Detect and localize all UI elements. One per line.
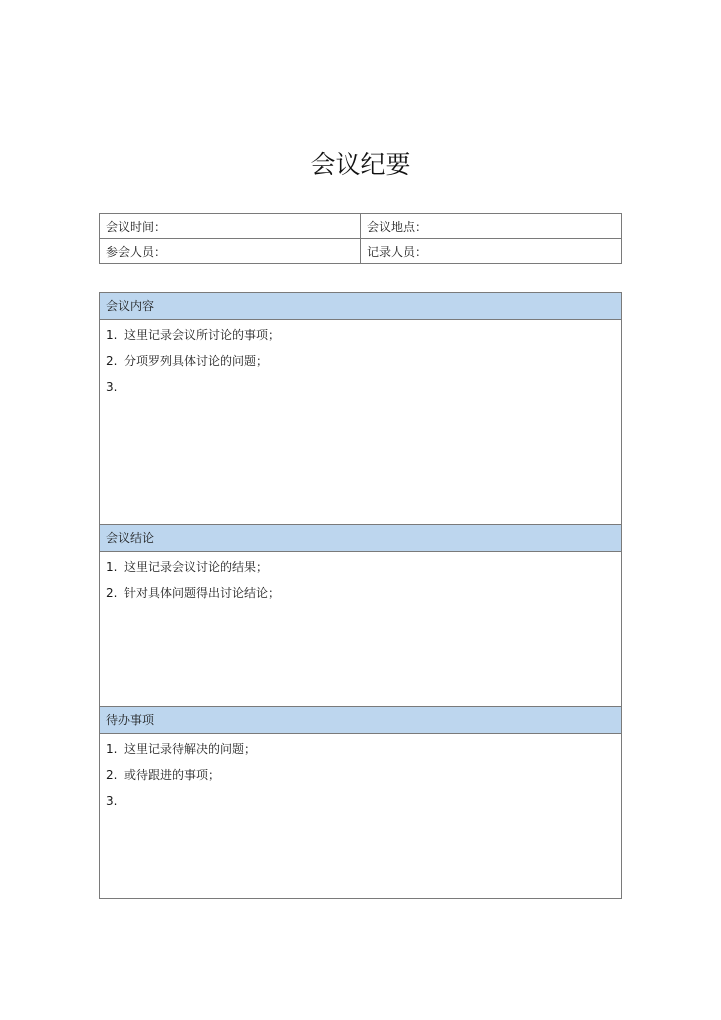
section-body-todo-items[interactable] bbox=[100, 734, 621, 898]
item-number: 1. bbox=[106, 328, 118, 342]
item-number: 2. bbox=[106, 586, 118, 600]
item-text: 或待跟进的事项； bbox=[124, 768, 221, 782]
list-item bbox=[100, 739, 621, 765]
info-row bbox=[100, 239, 622, 264]
document-title: 会议纪要 bbox=[310, 150, 411, 179]
attendees-field[interactable]: 参会人员： bbox=[100, 239, 361, 264]
section-header-todo-items: 待办事项 bbox=[100, 707, 621, 734]
list-item bbox=[100, 765, 621, 791]
item-number: 3. bbox=[106, 380, 118, 394]
item-number: 2. bbox=[106, 354, 118, 368]
item-number: 3. bbox=[106, 794, 118, 808]
section-header-meeting-conclusion: 会议结论 bbox=[100, 525, 621, 552]
info-row bbox=[100, 214, 622, 239]
section-body-meeting-content[interactable] bbox=[100, 320, 621, 525]
list-item bbox=[100, 557, 621, 583]
list-item bbox=[100, 377, 621, 403]
list-item bbox=[100, 325, 621, 351]
list-item bbox=[100, 791, 621, 817]
item-number: 1. bbox=[106, 742, 118, 756]
recorder-field[interactable]: 记录人员： bbox=[361, 239, 622, 264]
item-number: 2. bbox=[106, 768, 118, 782]
item-text: 针对具体问题得出讨论结论； bbox=[124, 586, 281, 600]
minutes-sections-table bbox=[99, 292, 622, 899]
list-item bbox=[100, 583, 621, 609]
item-number: 1. bbox=[106, 560, 118, 574]
item-text: 分项罗列具体讨论的问题； bbox=[124, 354, 269, 368]
meeting-place-field[interactable]: 会议地点： bbox=[361, 214, 622, 239]
item-text: 这里记录待解决的问题； bbox=[124, 742, 257, 756]
list-item bbox=[100, 351, 621, 377]
item-text: 这里记录会议讨论的结果； bbox=[124, 560, 269, 574]
meeting-info-table bbox=[99, 213, 622, 264]
section-header-meeting-content: 会议内容 bbox=[100, 293, 621, 320]
meeting-time-field[interactable]: 会议时间： bbox=[100, 214, 361, 239]
section-body-meeting-conclusion[interactable] bbox=[100, 552, 621, 707]
item-text: 这里记录会议所讨论的事项； bbox=[124, 328, 281, 342]
